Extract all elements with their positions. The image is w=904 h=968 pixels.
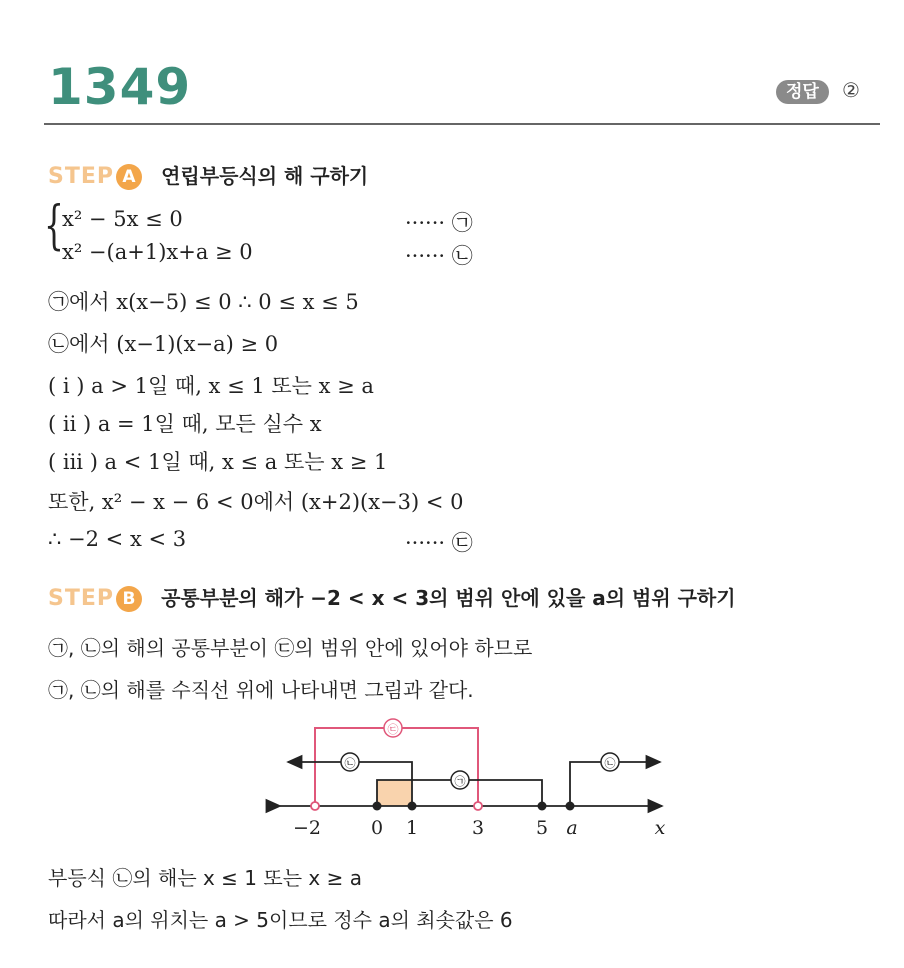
- label-b-left: ㉡: [344, 757, 356, 770]
- step-a-conclusion: ∴ −2 < x < 3: [48, 527, 187, 551]
- axis-label-x: x: [654, 817, 666, 839]
- point-3-open: [474, 802, 482, 810]
- system-brace: {: [44, 196, 64, 256]
- common-region-shade: [377, 780, 412, 806]
- final-line: 따라서 a의 위치는 a > 5이므로 정수 a의 최솟값은 6: [48, 908, 513, 932]
- step-a-line: ㉡에서 (x−1)(x−a) ≥ 0: [48, 332, 279, 356]
- step-a-conclusion-tag: ······ ㉢: [405, 531, 473, 555]
- point-5-closed: [538, 802, 547, 811]
- answer-area: [776, 77, 860, 102]
- tick-5: 5: [535, 817, 549, 839]
- step-b-letter-icon: B: [116, 586, 142, 612]
- number-line-diagram: [260, 712, 680, 846]
- answer-badge: 정답: [776, 80, 829, 104]
- answer-value: ②: [841, 78, 860, 102]
- step-a-line: ( i ) a > 1일 때, x ≤ 1 또는 x ≥ a: [48, 374, 374, 398]
- step-a-letter-icon: A: [116, 164, 142, 190]
- problem-number: 1349: [48, 58, 192, 116]
- system-line-2: x² −(a+1)x+a ≥ 0: [62, 240, 253, 264]
- tick-0: 0: [370, 817, 384, 839]
- tick-1: 1: [405, 817, 419, 839]
- step-a-line: ( ii ) a = 1일 때, 모든 실수 x: [48, 412, 322, 436]
- system-line-1: x² − 5x ≤ 0: [62, 207, 183, 231]
- tick-3: 3: [471, 817, 485, 839]
- step-b-line: ㉠, ㉡의 해를 수직선 위에 나타내면 그림과 같다.: [48, 678, 474, 702]
- step-b-heading: [48, 582, 736, 612]
- point-neg2-open: [311, 802, 319, 810]
- system-tag-1: ······ ㉠: [405, 211, 473, 235]
- tick-a: a: [566, 817, 578, 839]
- step-a-heading: [48, 160, 368, 190]
- step-b-line: ㉠, ㉡의 해의 공통부분이 ㉢의 범위 안에 있어야 하므로: [48, 636, 533, 660]
- label-c: ㉢: [387, 723, 399, 736]
- step-a-line: 또한, x² − x − 6 < 0에서 (x+2)(x−3) < 0: [48, 490, 464, 514]
- label-b-right: ㉡: [604, 757, 616, 770]
- step-a-title: 연립부등식의 해 구하기: [161, 164, 369, 188]
- point-a-closed: [566, 802, 575, 811]
- final-line: 부등식 ㉡의 해는 x ≤ 1 또는 x ≥ a: [48, 866, 362, 890]
- step-a-line: ( iii ) a < 1일 때, x ≤ a 또는 x ≥ 1: [48, 450, 388, 474]
- step-b-word: STEP: [48, 586, 115, 611]
- header-divider: [44, 123, 880, 125]
- tick-neg2: −2: [292, 817, 322, 839]
- point-1-closed: [408, 802, 417, 811]
- step-a-line: ㉠에서 x(x−5) ≤ 0 ∴ 0 ≤ x ≤ 5: [48, 290, 359, 314]
- step-a-word: STEP: [48, 164, 115, 189]
- step-b-title: 공통부분의 해가 −2 < x < 3의 범위 안에 있을 a의 범위 구하기: [161, 586, 736, 610]
- point-0-closed: [373, 802, 382, 811]
- system-tag-2: ······ ㉡: [405, 244, 473, 268]
- label-a: ㉠: [454, 775, 466, 788]
